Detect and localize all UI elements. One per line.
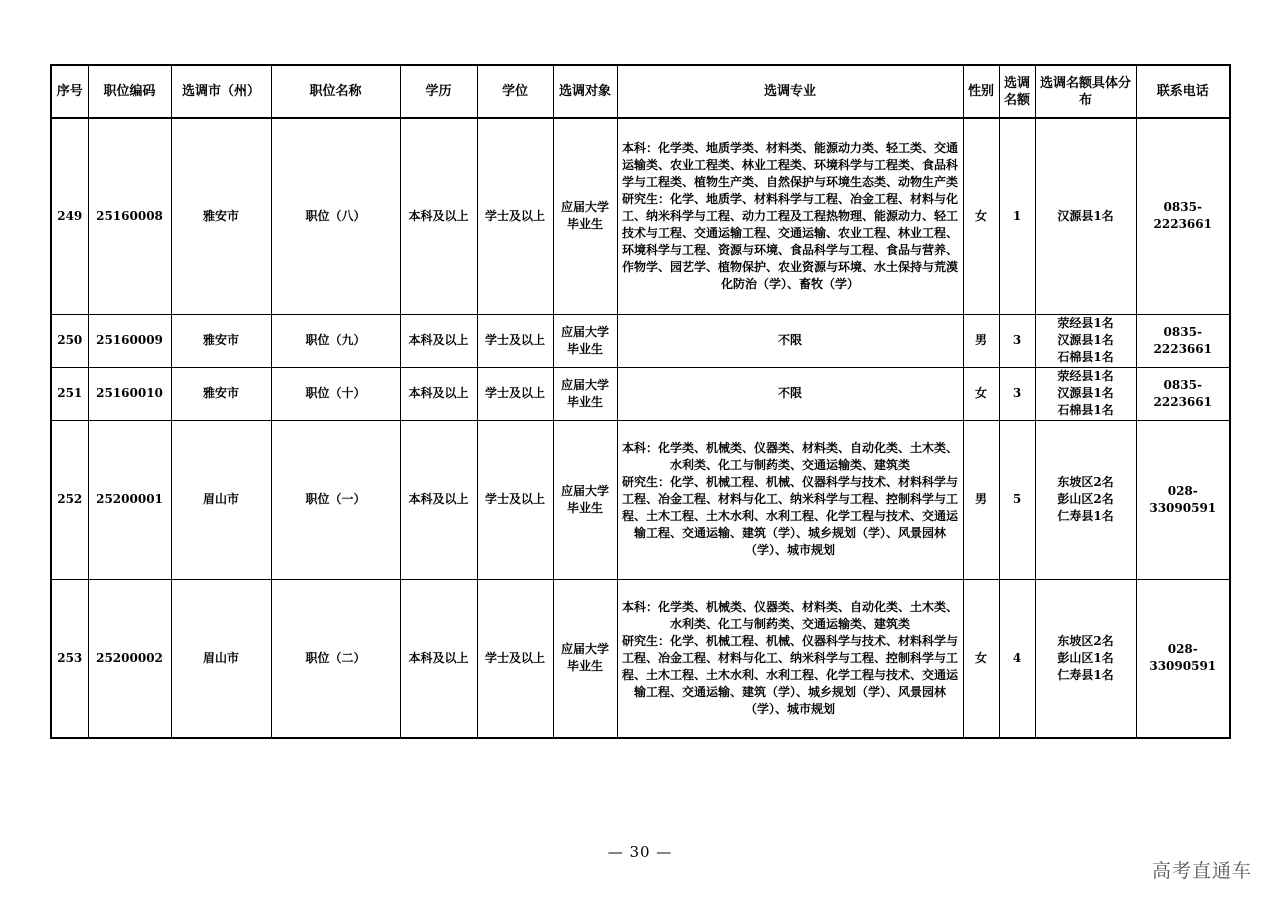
cell-title: 职位（一） (271, 420, 400, 579)
cell-distribution: 荥经县1名 汉源县1名 石棉县1名 (1035, 367, 1136, 420)
cell-code: 25160009 (88, 314, 171, 367)
table-row (51, 367, 1230, 420)
watermark: 高考直通车 (1151, 860, 1252, 882)
cell-code: 25160010 (88, 367, 171, 420)
cell-major: 本科：化学类、机械类、仪器类、材料类、自动化类、土木类、水利类、化工与制药类、交通运输类、建筑类 研究生：化学、机械工程、机械、仪器科学与技术、材料科学与工程、冶金工程、材料与化工、纳米科学与工程、控制科学与工程、土木工程、土木水利、水利工程、化学工程与技术、交通运输工程、交通运输、建筑（学）、城乡规划（学）、风景园林（学）、城市规划 (617, 579, 963, 738)
header-target: 选调对象 (553, 65, 617, 118)
header-phone: 联系电话 (1136, 65, 1230, 118)
cell-major: 不限 (617, 367, 963, 420)
header-title: 职位名称 (271, 65, 400, 118)
cell-degree: 学士及以上 (477, 118, 553, 314)
cell-degree: 学士及以上 (477, 579, 553, 738)
header-degree: 学位 (477, 65, 553, 118)
cell-degree: 学士及以上 (477, 367, 553, 420)
cell-major: 不限 (617, 314, 963, 367)
cell-code: 25200002 (88, 579, 171, 738)
cell-title: 职位（十） (271, 367, 400, 420)
cell-distribution: 荥经县1名 汉源县1名 石棉县1名 (1035, 314, 1136, 367)
cell-city: 眉山市 (171, 420, 271, 579)
cell-target: 应届大学 毕业生 (553, 367, 617, 420)
cell-gender: 女 (963, 579, 999, 738)
cell-major: 本科：化学类、地质学类、材料类、能源动力类、轻工类、交通运输类、农业工程类、林业工程类、环境科学与工程类、食品科学与工程类、植物生产类、自然保护与环境生态类、动物生产类 研究生：化学、地质学、材料科学与工程、冶金工程、材料与化工、纳米科学与工程、动力工程及工程热物理、能源动力、轻工技术与工程、交通运输工程、交通运输、农业工程、林业工程、环境科学与工程、资源与环境、食品科学与工程、食品与营养、作物学、园艺学、植物保护、农业资源与环境、水土保持与荒漠化防治（学）、畜牧（学） (617, 118, 963, 314)
cell-target: 应届大学 毕业生 (553, 579, 617, 738)
cell-quota: 3 (999, 314, 1035, 367)
cell-no: 252 (51, 420, 88, 579)
header-gender: 性别 (963, 65, 999, 118)
header-education: 学历 (400, 65, 477, 118)
page-number: — 30 — (607, 843, 673, 861)
cell-major: 本科：化学类、机械类、仪器类、材料类、自动化类、土木类、水利类、化工与制药类、交通运输类、建筑类 研究生：化学、机械工程、机械、仪器科学与技术、材料科学与工程、冶金工程、材料与化工、纳米科学与工程、控制科学与工程、土木工程、土木水利、水利工程、化学工程与技术、交通运输工程、交通运输、建筑（学）、城乡规划（学）、风景园林（学）、城市规划 (617, 420, 963, 579)
cell-quota: 4 (999, 579, 1035, 738)
cell-distribution: 东坡区2名 彭山区2名 仁寿县1名 (1035, 420, 1136, 579)
cell-no: 253 (51, 579, 88, 738)
cell-gender: 男 (963, 420, 999, 579)
cell-code: 25200001 (88, 420, 171, 579)
header-city: 选调市（州） (171, 65, 271, 118)
cell-phone: 0835-2223661 (1136, 118, 1230, 314)
header-distribution: 选调名额具体分布 (1035, 65, 1136, 118)
header-quota: 选调名额 (999, 65, 1035, 118)
cell-no: 251 (51, 367, 88, 420)
cell-title: 职位（二） (271, 579, 400, 738)
cell-degree: 学士及以上 (477, 420, 553, 579)
cell-phone: 0835-2223661 (1136, 314, 1230, 367)
cell-education: 本科及以上 (400, 118, 477, 314)
cell-city: 雅安市 (171, 314, 271, 367)
cell-phone: 028-33090591 (1136, 420, 1230, 579)
table-row (51, 118, 1230, 314)
header-row (51, 65, 1230, 118)
positions-table (50, 64, 1231, 739)
cell-gender: 女 (963, 367, 999, 420)
cell-quota: 5 (999, 420, 1035, 579)
cell-distribution: 东坡区2名 彭山区1名 仁寿县1名 (1035, 579, 1136, 738)
header-no: 序号 (51, 65, 88, 118)
cell-no: 250 (51, 314, 88, 367)
header-major: 选调专业 (617, 65, 963, 118)
cell-city: 眉山市 (171, 579, 271, 738)
cell-degree: 学士及以上 (477, 314, 553, 367)
cell-phone: 028-33090591 (1136, 579, 1230, 738)
table-row (51, 314, 1230, 367)
cell-title: 职位（九） (271, 314, 400, 367)
cell-gender: 男 (963, 314, 999, 367)
table-row (51, 579, 1230, 738)
cell-city: 雅安市 (171, 118, 271, 314)
cell-gender: 女 (963, 118, 999, 314)
cell-distribution: 汉源县1名 (1035, 118, 1136, 314)
table-row (51, 420, 1230, 579)
cell-quota: 3 (999, 367, 1035, 420)
cell-education: 本科及以上 (400, 367, 477, 420)
cell-phone: 0835-2223661 (1136, 367, 1230, 420)
cell-target: 应届大学 毕业生 (553, 420, 617, 579)
cell-education: 本科及以上 (400, 579, 477, 738)
cell-no: 249 (51, 118, 88, 314)
cell-code: 25160008 (88, 118, 171, 314)
cell-title: 职位（八） (271, 118, 400, 314)
header-code: 职位编码 (88, 65, 171, 118)
cell-target: 应届大学 毕业生 (553, 314, 617, 367)
cell-education: 本科及以上 (400, 314, 477, 367)
cell-quota: 1 (999, 118, 1035, 314)
cell-target: 应届大学 毕业生 (553, 118, 617, 314)
cell-education: 本科及以上 (400, 420, 477, 579)
cell-city: 雅安市 (171, 367, 271, 420)
